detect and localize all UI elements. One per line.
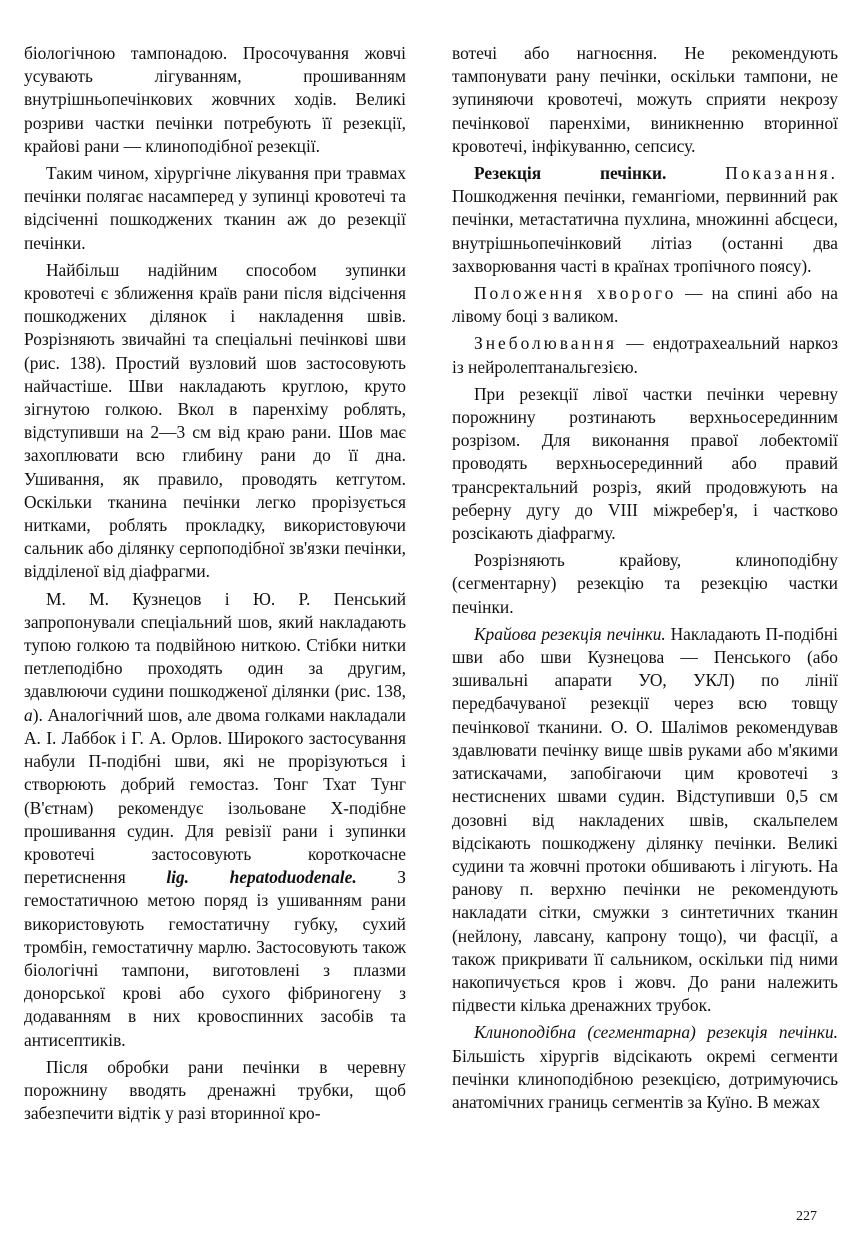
paragraph [452,623,838,1017]
paragraph: біологічною тампонадою. Просочування жовчі усувають лігуванням, прошиванням внутрішньопечінкових жовчних ходів. Великі розриви частки печінки потребують її резекції, крайові рани — клиноподібної резекції. [24,43,406,156]
subsection-heading: Крайова резекція печінки. [474,623,666,644]
paragraph [452,282,838,328]
text-run: ). Аналогічний шов, але двома голками накладали А. І. Лаббок і Г. А. Орлов. Широкого застосування набули П-подібні шви, які не прорізуються і створюють добрий гемостаз. Тонг Тхат Тунг (В'єтнам) рекомендує ізольоване Х-подібне прошивання судин. Для ревізії рани і зупинки кровотечі застосовують короткочасне перетиснення [24,704,406,888]
paragraph [452,162,838,278]
paragraph [452,1021,838,1114]
spaced-label: Знеболювання [474,333,618,354]
paragraph: При резекції лівої частки печінки черевну порожнину розтинають верхньосерединним розрізом. Для виконання правої лобектомії проводять верхньосерединний або правий трансректальний розріз, який продовжують на реберну дугу до VIII міжребер'я, і частково розсікають діафрагму. [452,383,838,544]
spaced-label: Показання. [725,163,838,184]
spaced-label: Положення хворого [474,283,677,304]
text-run: — на спині або на лівому боці з валиком. [452,283,838,327]
paragraph: Таким чином, хірургічне лікування при травмах печінки полягає насамперед у зупинці кровотечі та відсіченні пошкоджених тканин аж до резекції печінки. [24,163,406,253]
text-run: Більшість хірургів відсікають окремі сегменти печінки клиноподібною резекцією, дотримуючись анатомічних границь сегментів за Куїно. В межах [452,1045,838,1112]
text-run: Пошкодження печінки, гемангіоми, первинний рак печінки, метастатична пухлина, множинні абсцеси, внутрішньопечінковий літіаз (останні два захворювання часті в країнах тропічного поясу). [452,186,838,276]
text-run: — ендотрахеальний наркоз із нейролептанальгезією. [452,333,838,377]
paragraph [452,332,838,378]
right-column [452,42,838,1118]
latin-term: lig. hepatoduodenale. [166,867,357,888]
page-number: 227 [796,1209,817,1224]
subsection-heading: Клиноподібна (сегментарна) резекція печінки. [474,1022,838,1043]
text-run: З гемостатичною метою поряд із ушиванням рани використовують гемостатичну губку, сухий тромбін, гемостатичну марлю. Застосовують також біологічні тампони, виготовлені з плазми донорської крові або сухого фібриногену з додаванням в них кровоспинних засобів та антисептиків. [24,867,406,1050]
paragraph: Найбільш надійним способом зупинки кровотечі є зближення країв рани після відсічення пошкоджених ділянок і накладення швів. Розрізняють звичайні та спеціальні печінкові шви (рис. 138). Простий вузловий шов застосовують найчастіше. Шви накладають круглою, круто зігнутою голкою. Вкол в паренхіму роблять, відступивши на 2—3 см від краю рани. Шов має захоплювати всю глибину рани до її дна. Ушивання, як правило, проводять кетгутом. Оскільки тканина печінки легко прорізується нитками, роблять прокладку, використовуючи сальник або ділянку серпоподібної зв'язки печінки, відділеної від діафрагми. [24,259,406,582]
paragraph [24,588,406,1052]
left-column [24,42,406,1129]
paragraph: Після обробки рани печінки в черевну порожнину вводять дренажні трубки, щоб забезпечити відтік у разі вторинної кро- [24,1056,406,1124]
paragraph: вотечі або нагноєння. Не рекомендують тампонувати рану печінки, оскільки тампони, не зупиняючи кровотечі, можуть сприяти некрозу печінкової паренхіми, виникненню вторинної кровотечі, інфікуванню, сепсису. [452,43,838,156]
text-run: Накладають П-подібні шви або шви Кузнецова — Пенського (або зшивальні апарати УО, УКЛ) по лінії передбачуваної резекції через всю товщу печінкової тканини. О. О. Шалімов рекомендував здавлювати печінку вище швів руками або м'якими затискачами, запобігаючи цим кровотечі з нестиснених швами судин. Відступивши 0,5 см дозовні від накладених швів, скальпелем відсікають пошкоджену ділянку печінки. Великі судини та жовчні протоки обшивають і лігують. На ранову п. верхню печінки не рекомендують накладати сітки, смужки з синтетичних тканин (нейлону, лавсану, капрону тощо), чи фасції, а також прикривати її сальником, оскільки під ними накопичується кров і жовч. До рани належить підвести кілька дренажних трубок. [452,623,838,1016]
figure-letter: а [24,704,33,725]
section-heading: Резекція печінки. [474,163,667,184]
paragraph: Розрізняють крайову, клиноподібну (сегментарну) резекцію та резекцію частки печінки. [452,550,838,617]
text-run: М. М. Кузнецов і Ю. Р. Пенський запропонували спеціальний шов, який накладають тупою голкою та подвійною ниткою. Стібки нитки петлеподібно проходять один за другим, здавлюючи судини пошкодженої ділянки (рис. 138, [24,588,406,702]
